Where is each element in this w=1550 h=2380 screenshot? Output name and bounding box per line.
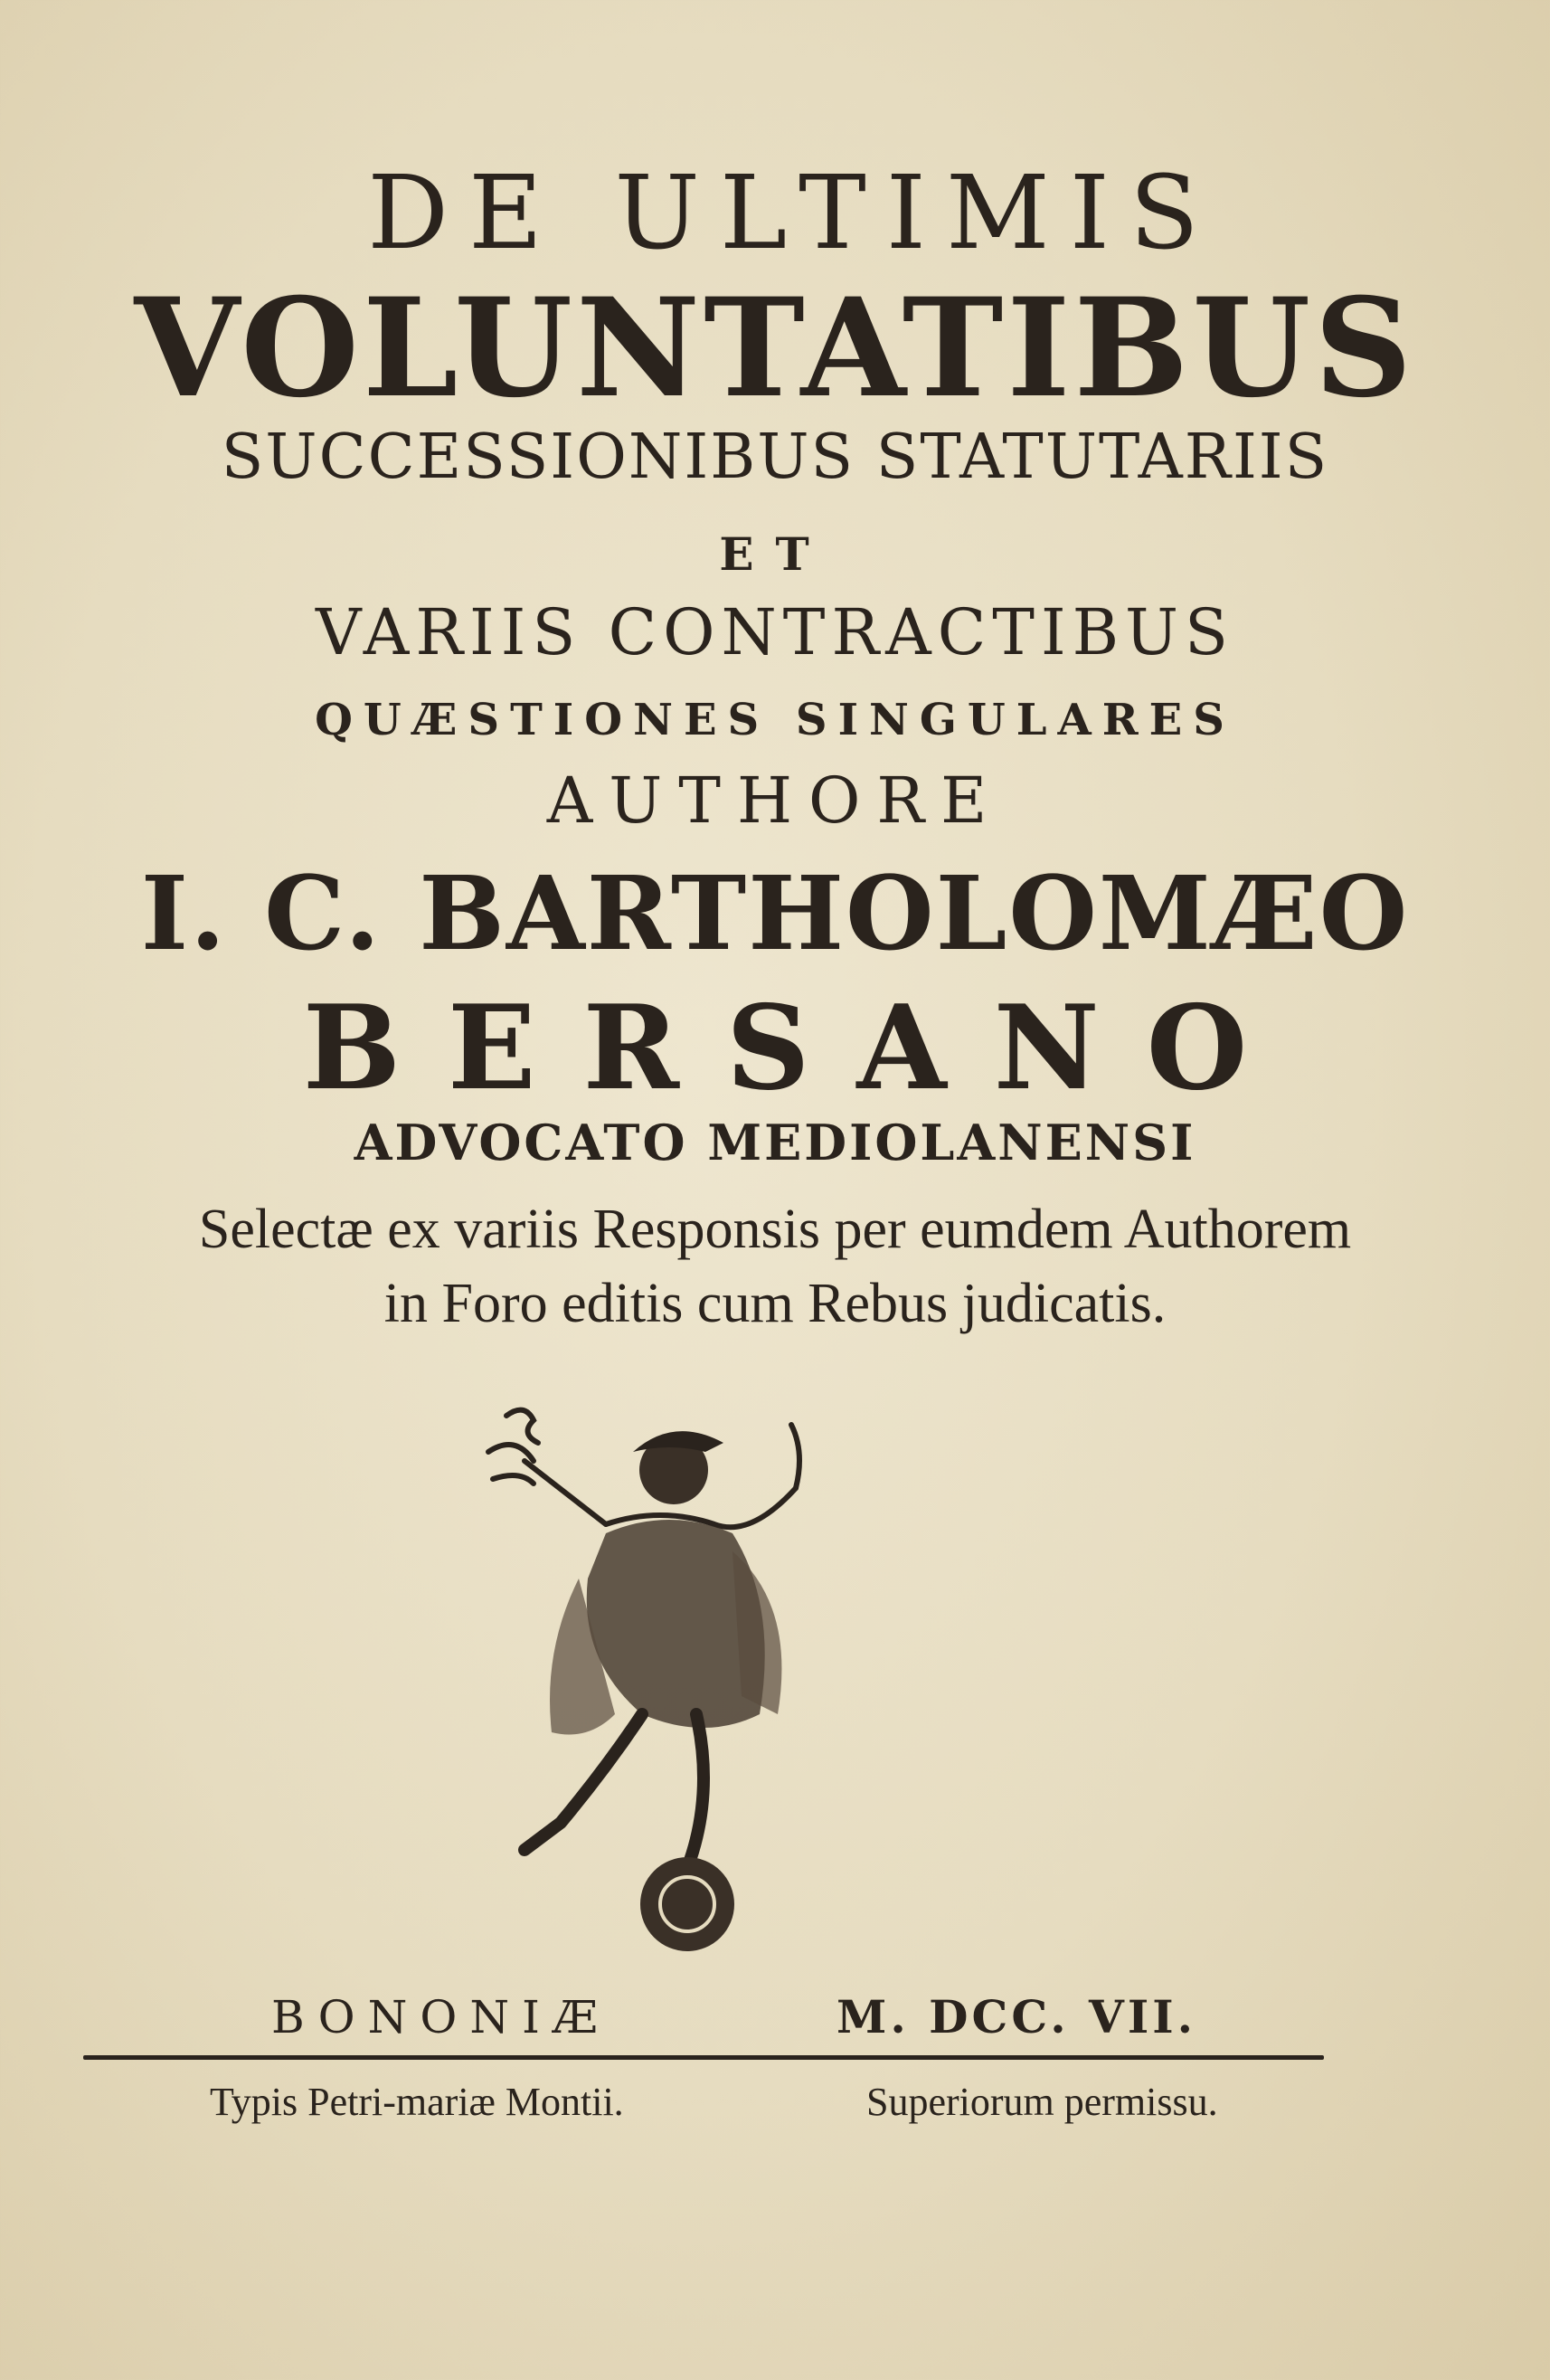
- mercury-woodcut-icon: [470, 1398, 877, 1958]
- title-line-authore: AUTHORE: [546, 763, 1004, 838]
- imprint-printer: Typis Petri-mariæ Montii.: [210, 2080, 624, 2124]
- subtitle-line-1: Selectæ ex variis Responsis per eumdem Authorem: [198, 1199, 1352, 1260]
- title-line-et: ET: [719, 527, 831, 581]
- imprint-permission: Superiorum permissu.: [866, 2080, 1218, 2124]
- subtitle-line-2: in Foro editis cum Rebus judicatis.: [383, 1273, 1167, 1334]
- imprint-rule: [83, 2055, 1324, 2060]
- title-line-de-ultimis: DE ULTIMIS: [367, 155, 1219, 272]
- title-line-voluntatibus: VOLUNTATIBUS: [134, 269, 1416, 428]
- imprint-year: M. DCC. VII.: [836, 1990, 1197, 2043]
- author-name-line: I. C. BARTHOLOMÆO: [140, 855, 1410, 973]
- author-title: ADVOCATO MEDIOLANENSI: [354, 1114, 1196, 1171]
- title-line-successionibus: SUCCESSIONIBUS STATUTARIIS: [221, 422, 1329, 493]
- title-line-quaestiones: QUÆSTIONES SINGULARES: [315, 695, 1235, 745]
- author-surname: BERSANO: [302, 981, 1295, 1116]
- imprint-place: BONONIÆ: [271, 1991, 610, 2043]
- title-line-variis-contractibus: VARIIS CONTRACTIBUS: [316, 595, 1234, 669]
